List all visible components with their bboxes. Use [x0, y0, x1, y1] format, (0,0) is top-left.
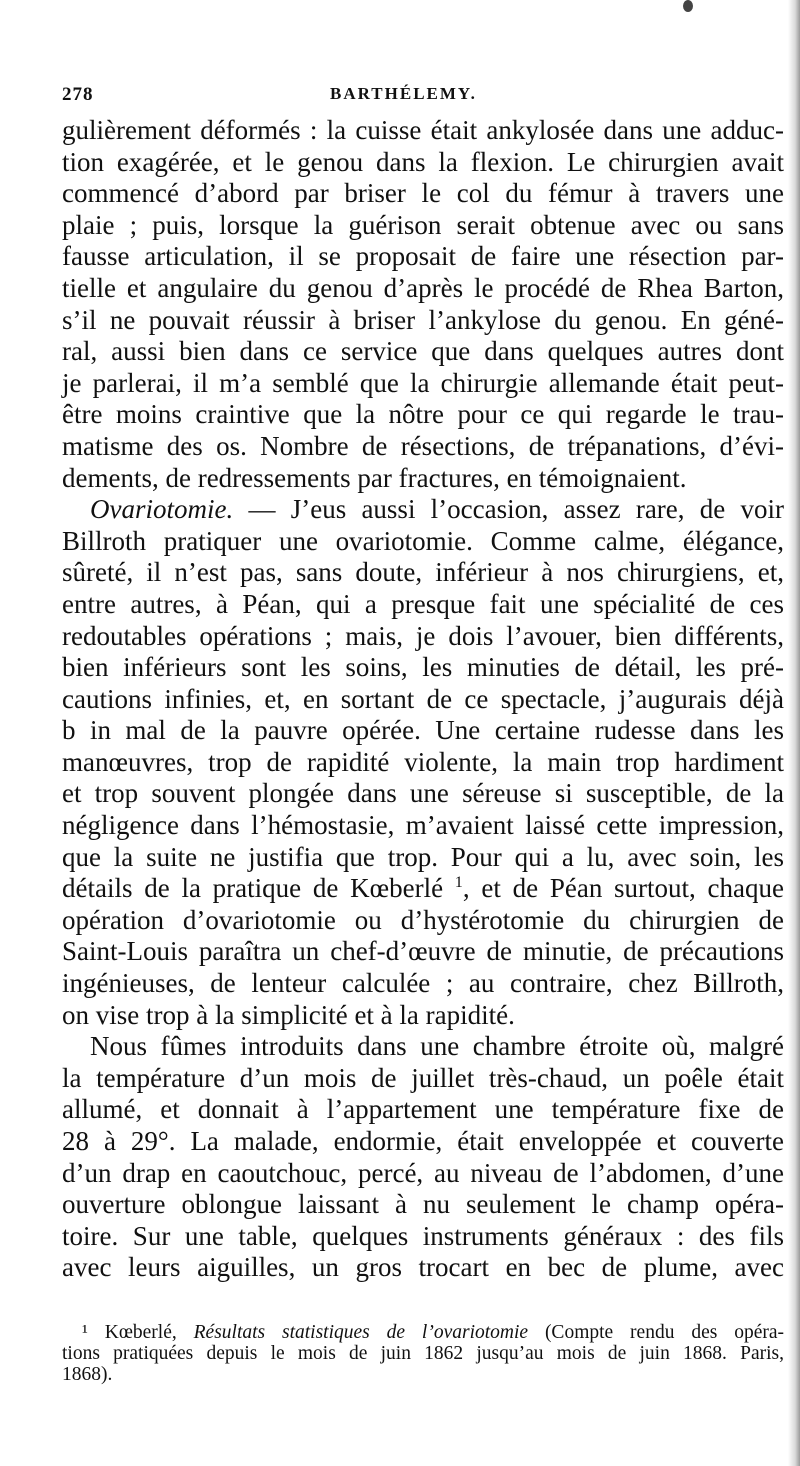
text-line: d’un drap en caoutchouc, percé, au niveau de l’abdomen, d’une: [62, 1157, 784, 1188]
text-line: ral, aussi bien dans ce service que dans quelques autres dont: [62, 336, 784, 367]
text-line: ingénieuses, de lenteur calculée ; au contraire, chez Billroth,: [62, 968, 784, 999]
footnote: [62, 1322, 784, 1385]
footnote-text: (Compte rendu des opéra-: [528, 1322, 784, 1343]
section-first-line-text: — J’eus aussi l’occasion, assez rare, de voir: [233, 494, 784, 525]
footnote-ref-line: [62, 873, 784, 905]
text-line: manœuvres, trop de rapidité violente, la main trop hardiment: [62, 746, 784, 777]
footnote-line: 1868).: [62, 1364, 113, 1385]
running-head: BARTHÉLEMY.: [330, 84, 477, 103]
text-line: dements, de redressements par fractures, en témoignaient.: [62, 462, 687, 493]
page-header: [62, 84, 782, 108]
text-line: que la suite ne justifia que trop. Pour qui a lu, avec soin, les: [62, 841, 784, 872]
footnote-marker: ¹: [82, 1322, 88, 1343]
footnote-line: [62, 1322, 784, 1343]
text-line: Saint-Louis paraîtra un chef-d’œuvre de minutie, de précautions: [62, 936, 784, 967]
text-line: gulièrement déformés : la cuisse était ankylosée dans une adduc-: [62, 115, 784, 145]
footnote-title: Résultats statistiques de l’ovariotomie: [193, 1322, 529, 1343]
footnote-line: tions pratiquées depuis le mois de juin 1862 jusqu’au mois de juin 1868. Paris,: [62, 1343, 784, 1364]
text-line: Nous fûmes introduits dans une chambre étroite où, malgré: [90, 1031, 784, 1062]
text-line: la température d’un mois de juillet très-chaud, un poêle était: [62, 1062, 784, 1093]
text-line: sûreté, il n’est pas, sans doute, inférieur à nos chirurgiens, et,: [62, 557, 784, 588]
text-line: bien inférieurs sont les soins, les minuties de détail, les pré-: [62, 652, 784, 683]
text-line: être moins craintive que la nôtre pour ce qui regarde le trau-: [62, 399, 784, 430]
text-line: ouverture oblongue laissant à nu seulement le champ opéra-: [62, 1189, 784, 1220]
text-line: matisme des os. Nombre de résections, de trépanations, d’évi-: [62, 430, 784, 461]
text-line: s’il ne pouvait réussir à briser l’ankylose du genou. En géné-: [62, 304, 784, 335]
text-line: tion exagérée, et le genou dans la flexion. Le chirurgien avait: [62, 146, 784, 177]
text-line: Billroth pratiquer une ovariotomie. Comme calme, élégance,: [62, 525, 784, 556]
section-heading: Ovariotomie.: [90, 494, 234, 525]
text-segment: , et de Péan surtout, chaque: [462, 873, 784, 904]
text-line: commencé d’abord par briser le col du fémur à travers une: [62, 178, 784, 209]
text-line: entre autres, à Péan, qui a presque fait une spécialité de ces: [62, 588, 784, 619]
text-line: avec leurs aiguilles, un gros trocart en bec de plume, avec: [62, 1252, 784, 1283]
text-line: 28 à 29°. La malade, endormie, était enveloppée et couverte: [62, 1126, 784, 1156]
text-segment: détails de la pratique de Kœberlé: [62, 873, 455, 904]
text-line: et trop souvent plongée dans une séreuse si susceptible, de la: [62, 778, 784, 809]
text-line: fausse articulation, il se proposait de faire une résection par-: [62, 241, 784, 272]
footnote-ref: 1: [454, 873, 463, 892]
text-line: plaie ; puis, lorsque la guérison serait obtenue avec ou sans: [62, 209, 784, 240]
text-line: négligence dans l’hémostasie, m’avaient laissé cette impression,: [62, 810, 784, 841]
text-line: opération d’ovariotomie ou d’hystérotomie du chirurgien de: [62, 904, 784, 935]
text-line: on vise trop à la simplicité et à la rapidité.: [62, 999, 515, 1030]
ink-dot: [683, 0, 693, 12]
text-line: je parlerai, il m’a semblé que la chirurgie allemande était peut-: [62, 367, 784, 398]
text-line: cautions infinies, et, en sortant de ce spectacle, j’augurais déjà: [62, 683, 784, 714]
text-line: redoutables opérations ; mais, je dois l’avouer, bien différents,: [62, 620, 784, 651]
page-number: 278: [62, 84, 94, 105]
page-edge-shadow: [788, 0, 800, 1466]
footnote-author: Kœberlé,: [87, 1322, 194, 1343]
text-line: allumé, et donnait à l’appartement une température fixe de: [62, 1094, 784, 1125]
text-line: b in mal de la pauvre opérée. Une certaine rudesse dans les: [62, 715, 784, 746]
text-line: toire. Sur une table, quelques instruments généraux : des fils: [62, 1220, 784, 1251]
text-line: tielle et angulaire du genou d’après le procédé de Rhea Barton,: [62, 272, 784, 303]
section-first-line: [62, 494, 784, 526]
main-text: [62, 115, 784, 1284]
